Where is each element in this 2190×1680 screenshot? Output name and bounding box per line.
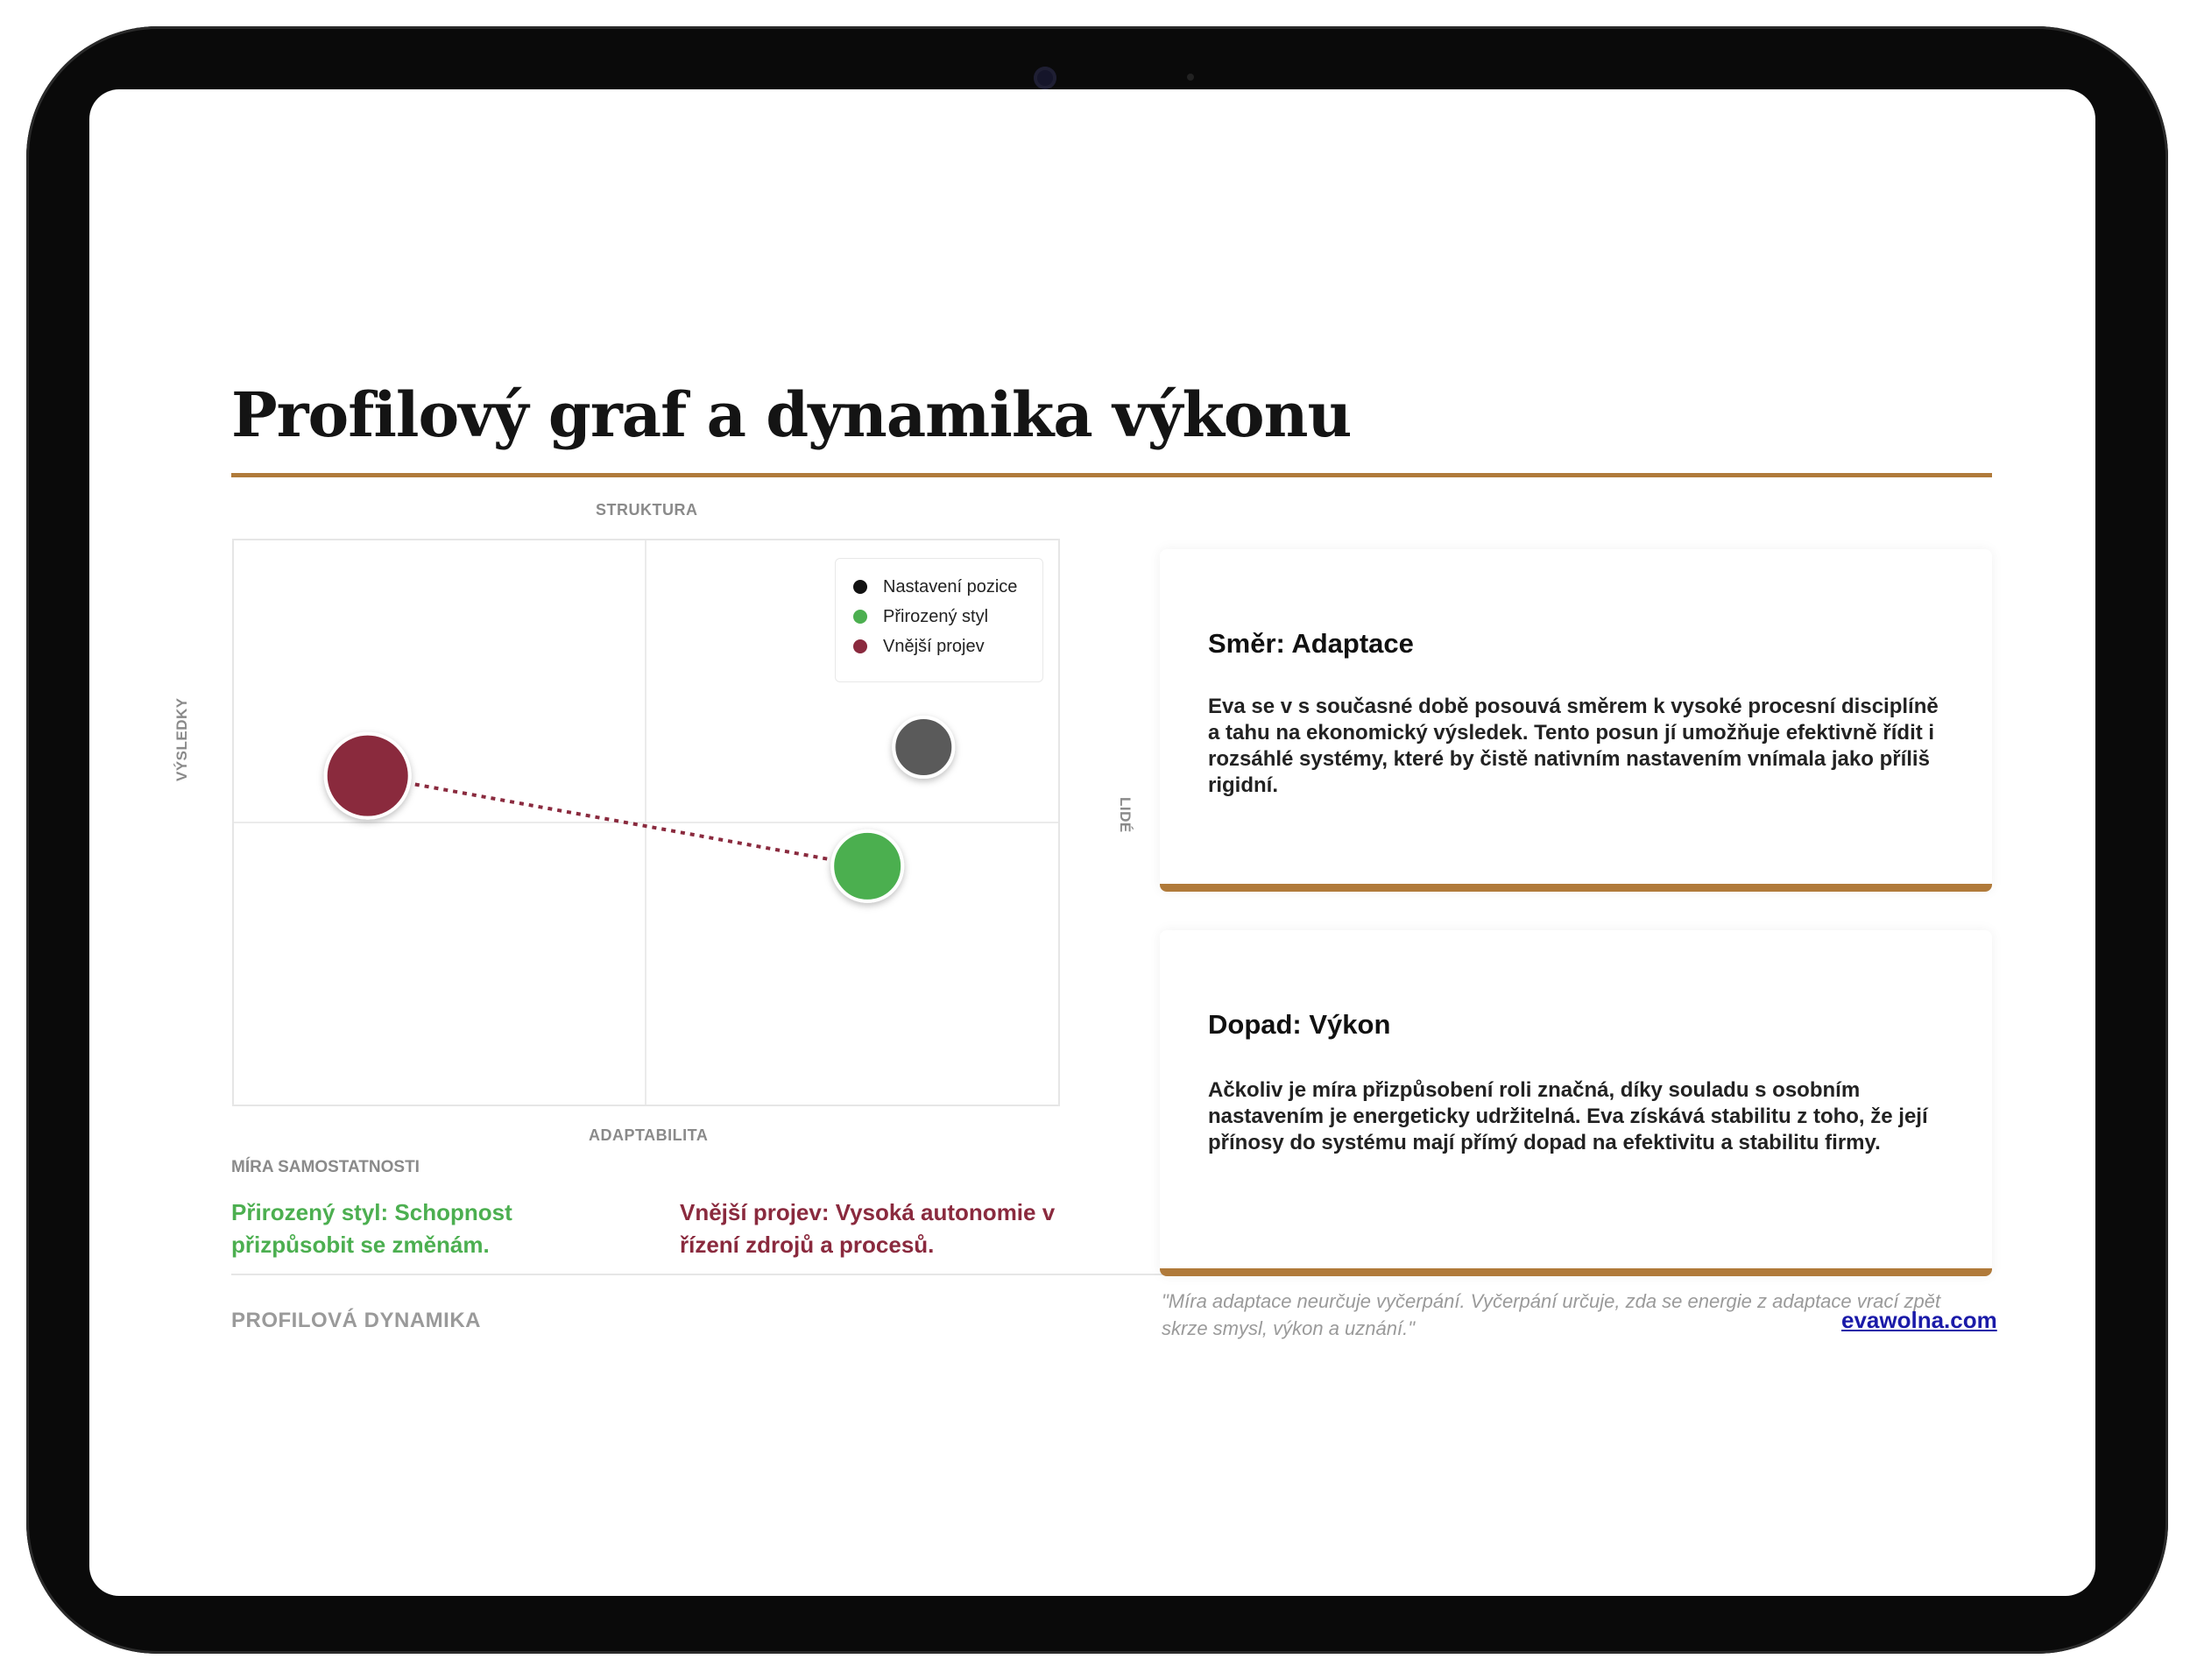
note-natural-style: Přirozený styl: Schopnost přizpůsobit se změnám. [231,1199,512,1258]
axis-bottom-label: ADAPTABILITA [589,1126,709,1144]
front-camera [1034,67,1056,89]
legend-label: Vnější projev [883,636,985,656]
legend-item-prirozeny [853,604,988,629]
legend-dot-icon [853,580,867,594]
light-sensor [1187,74,1194,81]
footer-divider [231,1274,1170,1275]
data-point-nastaven-pozice [894,717,953,777]
card-direction [1160,549,1992,892]
card-title: Dopad: Výkon [1208,1009,1391,1040]
footer-label: PROFILOVÁ DYNAMIKA [231,1309,481,1332]
title-divider [231,473,1992,477]
card-title: Směr: Adaptace [1208,628,1414,659]
card-impact [1160,930,1992,1276]
screen [89,89,2095,1596]
data-point-vn-j-projev [326,734,410,818]
profile-chart [232,539,1060,1106]
axis-left-label: VÝSLEDKY [173,697,190,781]
legend-dot-icon [853,610,867,624]
chart-legend [835,558,1043,682]
footer-quote: "Míra adaptace neurčuje vyčerpání. Vyčerpání určuje, zda se energie z adaptace vrací zpět skrze smysl, výkon a uznání." [1162,1290,1941,1339]
note-external-expression: Vnější projev: Vysoká autonomie v řízení zdrojů a procesů. [680,1199,1056,1258]
legend-dot-icon [853,639,867,653]
page-title: Profilový graf a dynamika výkonu [231,378,1352,451]
data-point-p-irozen-styl [832,831,902,901]
legend-label: Nastavení pozice [883,576,1018,596]
website-link[interactable]: evawolna.com [1841,1307,1997,1333]
connector-line [368,776,867,866]
legend-label: Přirozený styl [883,606,989,626]
card-text: Ačkoliv je míra přizpůsobení roli značná, díky souladu s osobním nastavením je energeticky udržitelná. Eva získává stabilitu z toho, že její přínosy do systému mají přímý dopad na efektivitu a stabilitu firmy. [1208,1078,1928,1154]
card-text: Eva se v s současné době posouvá směrem k vysoké procesní disciplíně a tahu na ekonomický výsledek. Tento posun jí umožňuje efektivně řídit i rozsáhlé systémy, které by čistě nativním nastavením vnímala jako příliš rigidní. [1208,695,1939,797]
autonomy-label: MÍRA SAMOSTATNOSTI [231,1158,420,1176]
axis-top-label: STRUKTURA [596,501,698,519]
axis-right-label: LIDÉ [1117,797,1134,833]
legend-item-nastaveni [853,575,1017,599]
legend-item-vnejsi [853,634,985,659]
